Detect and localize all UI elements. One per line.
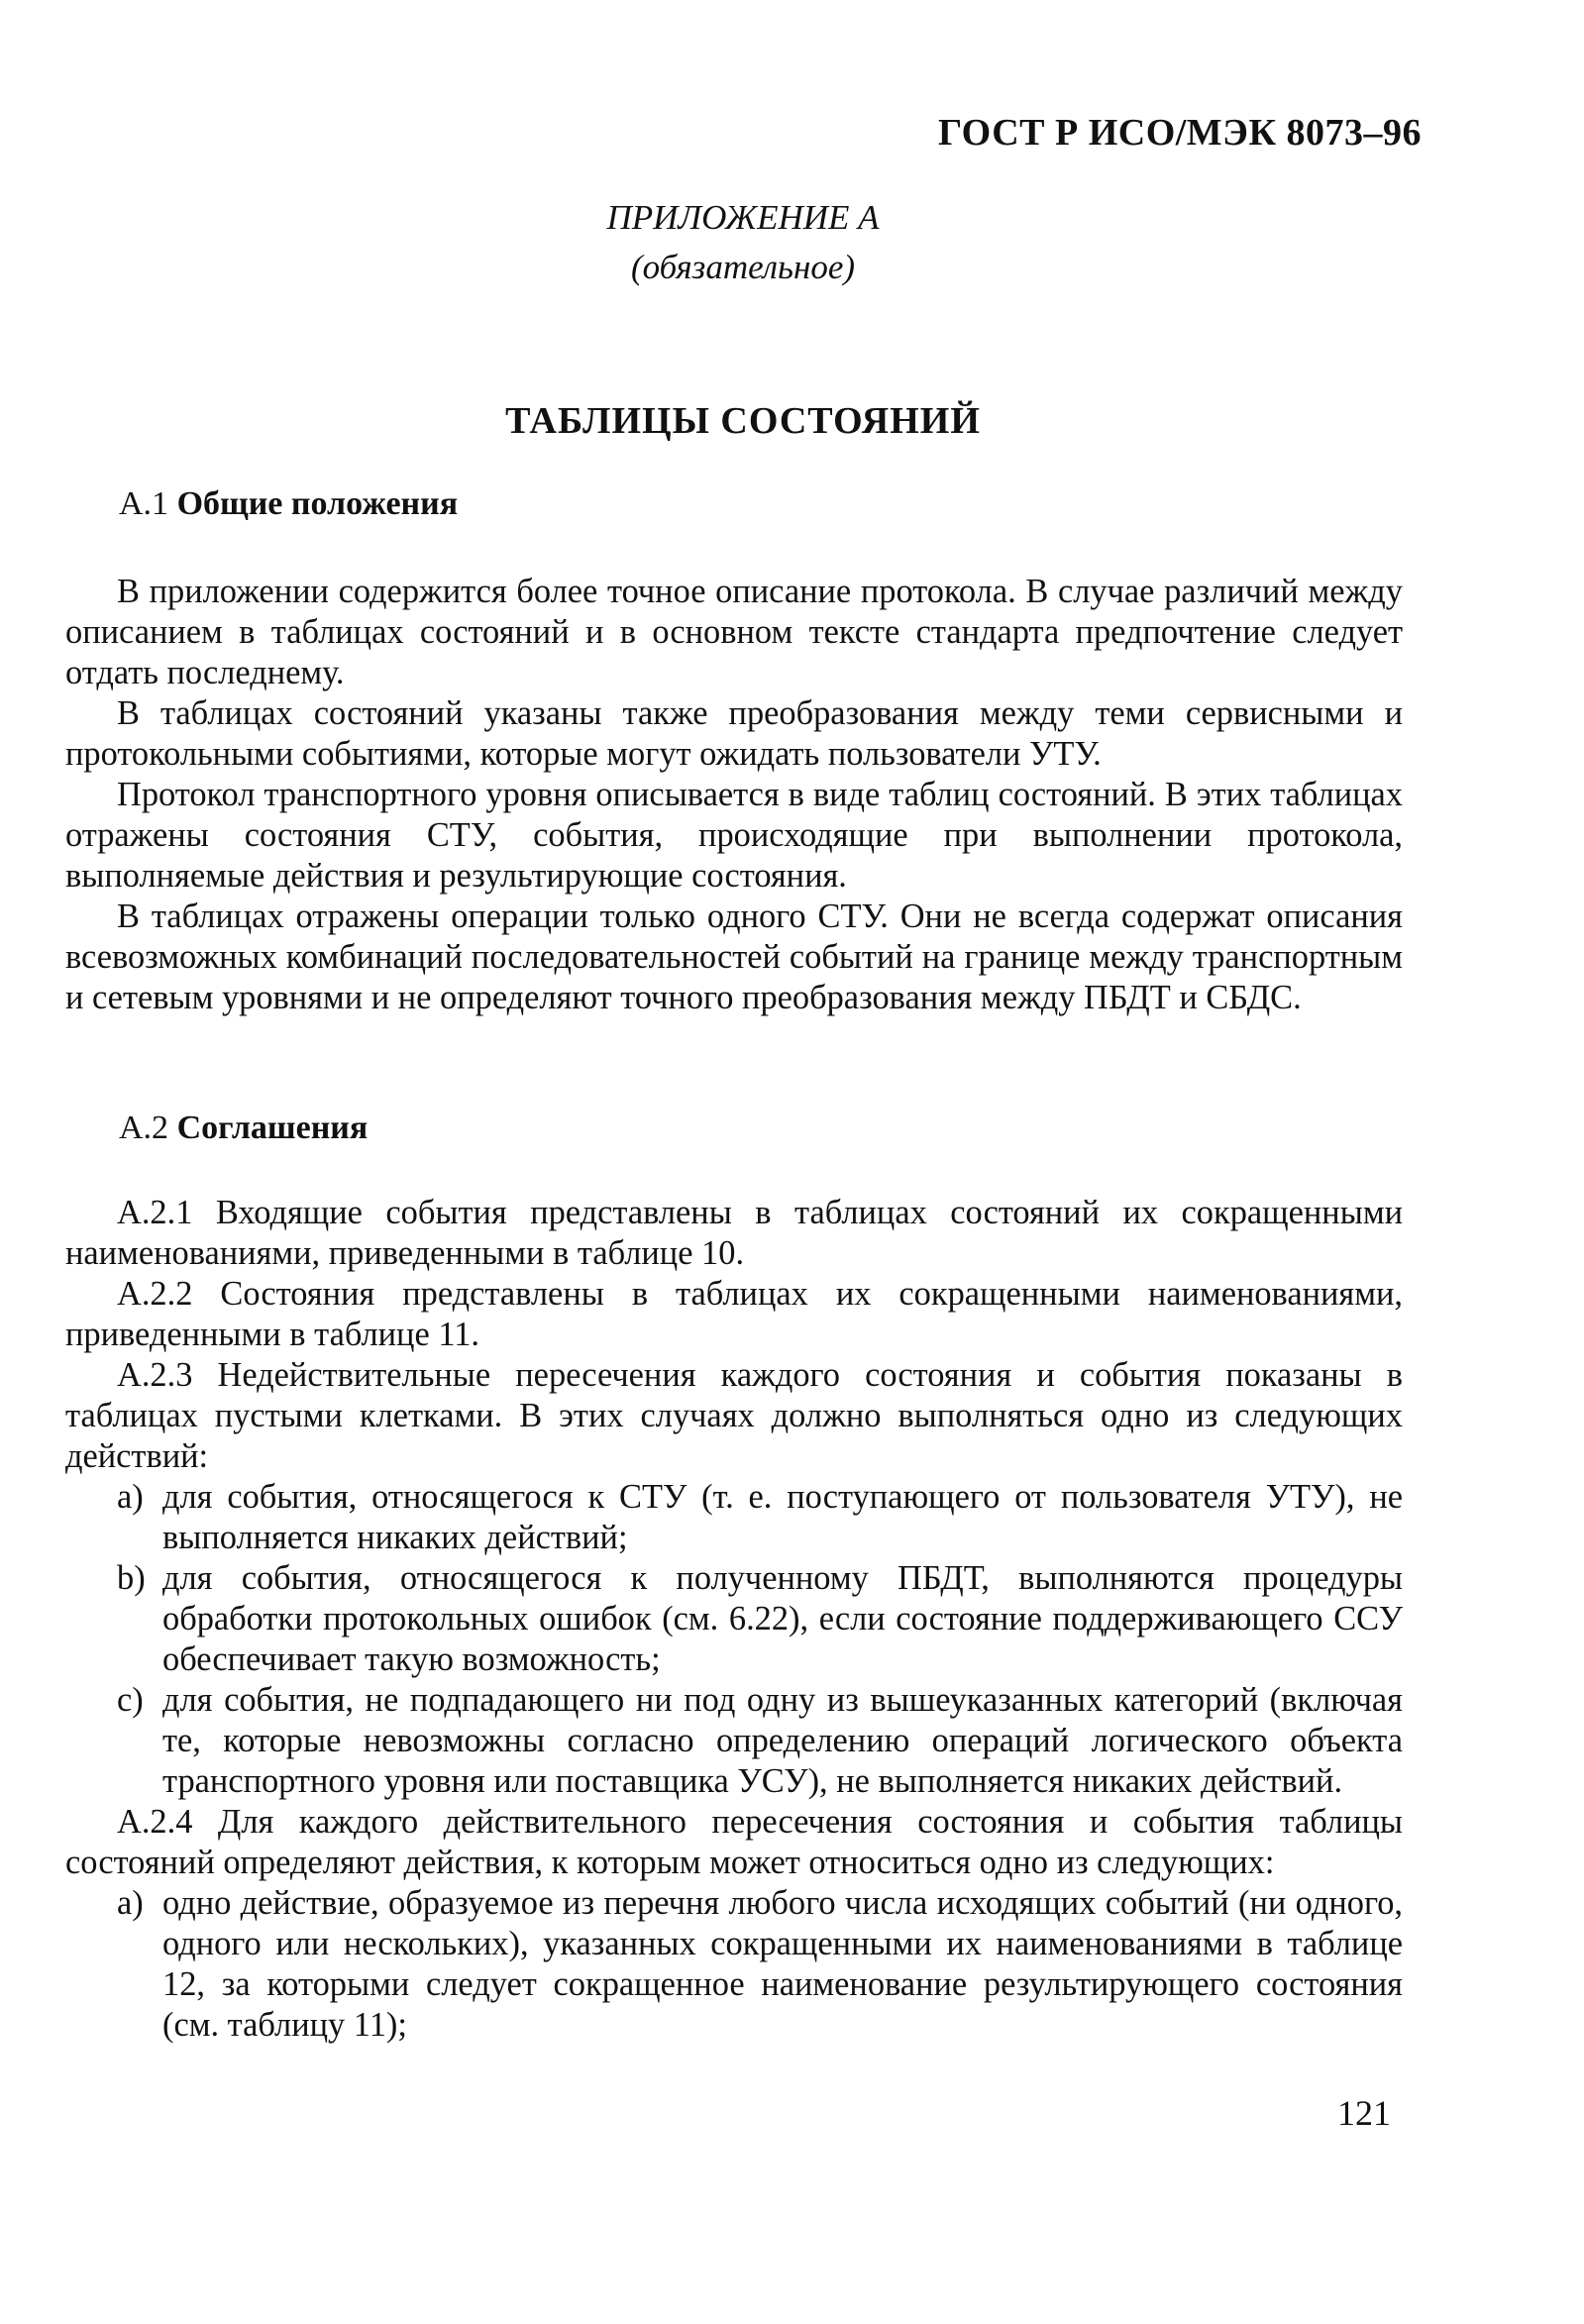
list-item (65, 1477, 1403, 1558)
section-a1-number: А.1 (119, 485, 169, 522)
section-a1-body (65, 572, 1403, 1018)
paragraph-a2-2: А.2.2 Состояния представлены в таблицах их сокращенными наименованиями, приведенными в таблице 11. (65, 1275, 1403, 1353)
paragraph: В приложении содержится более точное описание протокола. В случае различий между описанием в таблицах состояний и в основном тексте стандарта предпочтение следует отдать последнему. (65, 573, 1403, 691)
paragraph: В таблицах отражены операции только одного СТУ. Они не всегда содержат описания всевозможных комбинаций последовательностей событий на границе между транспортным и сетевым уровнями и не определяют точного преобразования между ПБДТ и СБДС. (65, 898, 1403, 1016)
page-number: 121 (1337, 2093, 1391, 2133)
list-item (65, 1680, 1403, 1802)
section-a2-body (65, 1193, 1403, 2046)
section-a2-title: Соглашения (176, 1109, 369, 1146)
paragraph-a2-4: А.2.4 Для каждого действительного пересечения состояния и события таблицы состояний определяют действия, к которым может относиться одно из следующих: (65, 1803, 1403, 1881)
list-marker: c) (117, 1681, 144, 1719)
paragraph: Протокол транспортного уровня описывается в виде таблиц состояний. В этих таблицах отражены состояния СТУ, события, происходящие при выполнении протокола, выполняемые действия и результирующие состояния. (65, 776, 1403, 895)
section-a2-number: А.2 (119, 1109, 169, 1146)
list-item-text: для события, относящегося к полученному ПБДТ, выполняются процедуры обработки протокольных ошибок (см. 6.22), если состояние поддерживающего ССУ обеспечивает такую возможность; (162, 1559, 1403, 1678)
paragraph-a2-1: А.2.1 Входящие события представлены в таблицах состояний их сокращенными наименованиями, приведенными в таблице 10. (65, 1194, 1403, 1272)
list-marker: b) (117, 1559, 146, 1597)
appendix-caption (0, 193, 1486, 292)
list-item-text: для события, относящегося к СТУ (т. е. поступающего от пользователя УТУ), не выполняется никаких действий; (162, 1478, 1403, 1556)
list-a2-4 (65, 1883, 1403, 2046)
list-item-text: одно действие, образуемое из перечня любого числа исходящих событий (ни одного, одного или нескольких), указанных сокращенными их наименованиями в таблице 12, за которыми следует сокращенное наименование результирующего состояния (см. таблицу 11); (162, 1884, 1403, 2044)
section-a2-heading (119, 1109, 368, 1147)
section-a1-title: Общие положения (176, 485, 459, 522)
list-item-text: для события, не подпадающего ни под одну из вышеуказанных категорий (включая те, которые невозможны согласно определению операций логического объекта транспортного уровня или поставщика УСУ), не выполняется никаких действий. (162, 1681, 1403, 1800)
appendix-label: ПРИЛОЖЕНИЕ А (606, 198, 880, 237)
paragraph: В таблицах состояний указаны также преобразования между теми сервисными и протокольными событиями, которые могут ожидать пользователи УТУ. (65, 694, 1403, 773)
paragraph-a2-3: А.2.3 Недействительные пересечения каждого состояния и события показаны в таблицах пустыми клетками. В этих случаях должно выполняться одно из следующих действий: (65, 1356, 1403, 1475)
section-a1-heading (119, 485, 458, 523)
page-title: ТАБЛИЦЫ СОСТОЯНИЙ (505, 400, 981, 442)
list-item (65, 1883, 1403, 2046)
list-item (65, 1558, 1403, 1680)
standard-header: ГОСТ Р ИСО/МЭК 8073–96 (937, 112, 1422, 154)
list-marker: a) (117, 1884, 144, 1922)
list-a2-3 (65, 1477, 1403, 1802)
list-marker: a) (117, 1478, 144, 1516)
appendix-note: (обязательное) (630, 248, 856, 286)
